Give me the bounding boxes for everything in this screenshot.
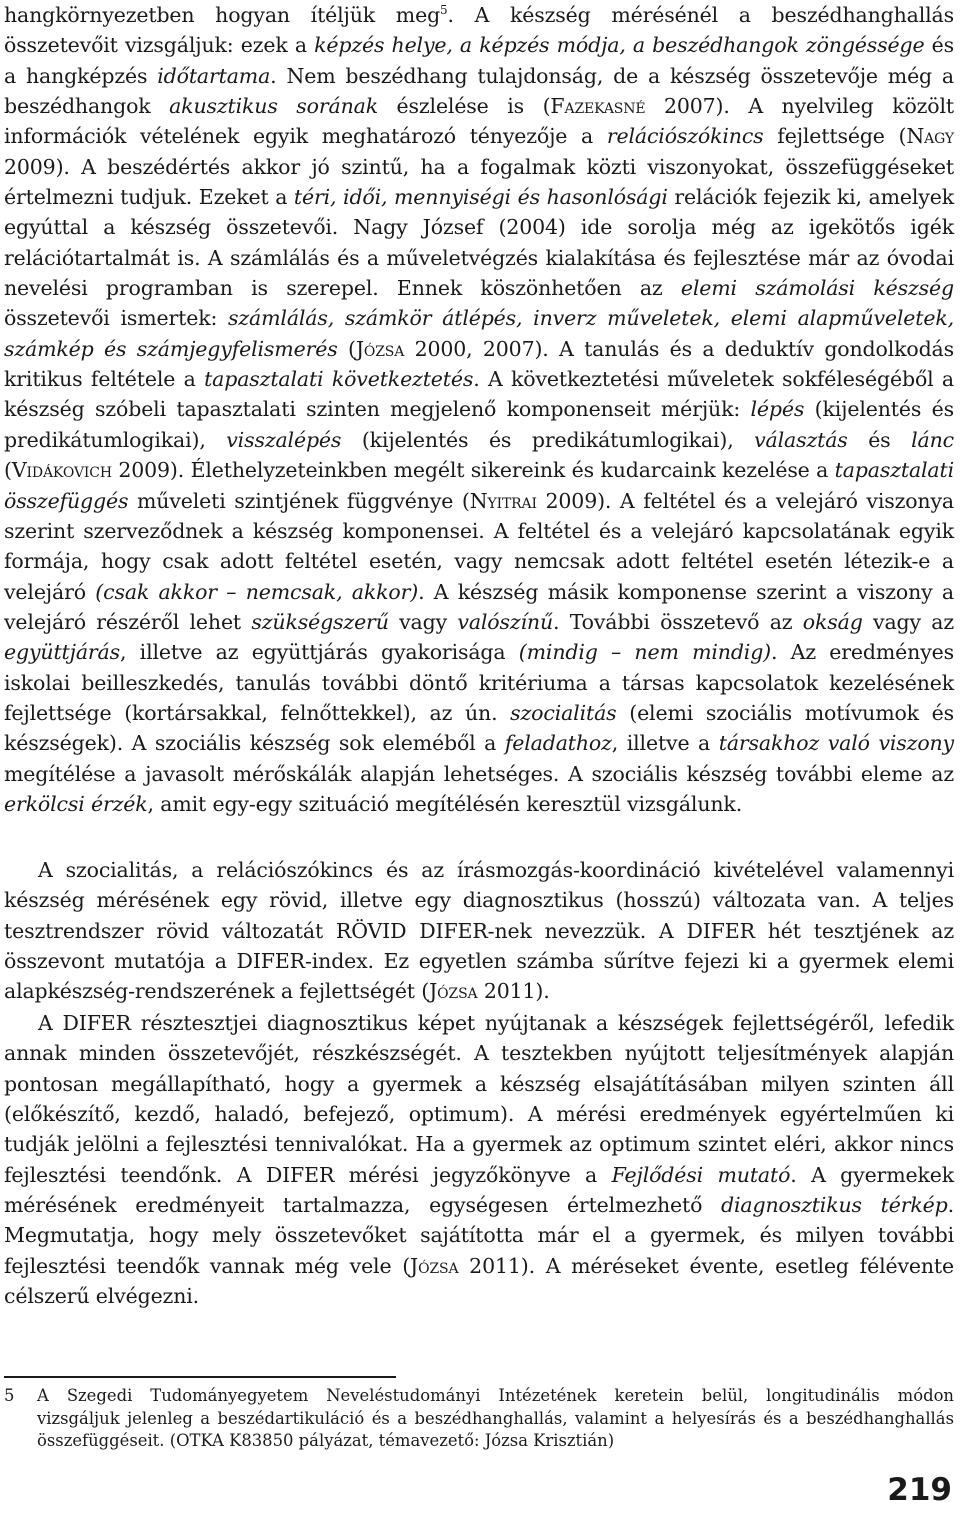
body-paragraph bbox=[4, 855, 954, 1007]
text-run: 2009). Élethelyzeteinkben megélt sikereink és kudarcaink kezelése a bbox=[111, 458, 835, 483]
italic-text: akusztikus sorának bbox=[169, 94, 378, 119]
italic-text: Fejlődési mutató bbox=[611, 1162, 791, 1187]
italic-text: erkölcsi érzék bbox=[4, 791, 148, 816]
author-name: Vidákovich bbox=[11, 458, 112, 483]
text-run: (kijelentés és predikátumlogikai), bbox=[341, 427, 755, 452]
text-run: összetevői ismertek: bbox=[4, 306, 229, 331]
text-run: 2009). A feltétel és a velejáró viszonya szerint szerveződnek a készség komponensei. A feltétel és a velejáró kapcsolatának egyik formája, hogy csak adott feltétel esetén, vagy nemcsak adott feltétel esetén létezik-e a velejáró bbox=[4, 488, 954, 604]
italic-text: téri, idői, mennyiségi és hasonlósági bbox=[293, 185, 668, 210]
text-run: ( bbox=[4, 458, 12, 483]
text-run: észlelése is ( bbox=[377, 94, 551, 119]
text-run: vagy az bbox=[862, 609, 955, 634]
text-run: és a hangképzés bbox=[4, 33, 954, 88]
italic-text: lépés bbox=[750, 397, 805, 422]
italic-text: elemi számolási készség bbox=[680, 276, 954, 301]
body-paragraph bbox=[4, 0, 954, 819]
author-name: Nagy bbox=[906, 124, 954, 149]
text-run: megítélése a javasolt mérőskálák alapján lehetséges. A szociális készség további eleme az bbox=[4, 761, 954, 786]
italic-text: tapasztalati összefüggés bbox=[4, 458, 954, 513]
text-run: A szocialitás, a relációszókincs és az írásmozgás-koordináció kivételével valamennyi készség mérésének egy rövid, illetve egy diagnosztikus (hosszú) változata van. A teljes tesztrendszer rövid változatát RÖVID DIFER-nek nevezzük. A DIFER hét tesztjének az összevont mutatója a DIFER-index. Ez egyetlen számba sűrítve fejezi ki a gyermek elemi alapkészség-rendszerének a fejlettségét ( bbox=[4, 858, 954, 1004]
text-run: . Nem beszédhang tulajdonság, de a készség összetevője még a beszédhangok bbox=[4, 63, 955, 119]
italic-text: társakhoz való viszony bbox=[718, 731, 954, 756]
text-run: . Az eredményes iskolai beilleszkedés, tanulás további döntő kritériuma a társas kapcsolatok kezelésének fejlettsége (kortársakkal, felnőttekkel), az ún. bbox=[4, 640, 954, 725]
text-run: ( bbox=[337, 336, 356, 361]
text-run: . További összetevő az bbox=[553, 609, 803, 634]
italic-text: feladathoz bbox=[504, 731, 612, 756]
text-run: (elemi szociális motívumok és készségek). A szociális készség sok eleméből a bbox=[4, 700, 954, 756]
italic-text: (csak akkor – nemcsak, akkor) bbox=[95, 579, 419, 604]
text-run: . A gyermekek mérésének eredményeit tartalmazza, egységesen értelmezhető bbox=[4, 1162, 955, 1218]
text-run: 2007). A nyelvileg közölt információk vételének egyik meghatározó tényezője a bbox=[4, 94, 954, 149]
footnote-text bbox=[37, 1385, 954, 1453]
italic-text: (mindig – nem mindig) bbox=[518, 640, 772, 665]
text-run: relációk fejezik ki, amelyek egyúttal a készség összetevői. Nagy József (2004) ide sorolja még az igekötős igék relációtartalmát is. A számlálás és a műveletvégzés kialakítása és fejlesztése már az óvodai nevelési programban is szerepel. Ennek köszönhetően az bbox=[4, 185, 954, 301]
text-run: vagy bbox=[388, 609, 458, 634]
italic-text: választás bbox=[754, 427, 848, 452]
text-run: , amit egy-egy szituáció megítélésén keresztül vizsgálunk. bbox=[147, 791, 743, 816]
italic-text: szocialitás bbox=[510, 700, 617, 725]
footnote-line: vizsgáljuk jelenleg a beszédartikuláció és a beszédhanghallás, valamint a helyesírás és a beszédhanghallás összefüggéseit. (OTKA K83850 pályázat, témavezető: Józsa Krisztián) bbox=[37, 1408, 954, 1451]
text-run: . Megmutatja, hogy mely összetevőket sajátította már el a gyermek, és milyen további fejlesztési teendők vannak még vele ( bbox=[4, 1193, 954, 1278]
text-run: . A készség mérésénél a beszédhanghallás összetevőit vizsgáljuk: ezek a bbox=[4, 3, 954, 58]
italic-text: relációszókincs bbox=[606, 124, 764, 149]
italic-text: időtartama bbox=[157, 63, 271, 88]
italic-text: együttjárás bbox=[4, 640, 120, 665]
body-paragraph bbox=[4, 1008, 954, 1311]
text-run: . A készség másik komponense szerint a viszony a velejáró részéről lehet bbox=[4, 579, 955, 634]
text-run: , illetve az együttjárás gyakorisága bbox=[120, 640, 519, 665]
author-name: Józsa bbox=[355, 336, 405, 361]
footnote-line: A Szegedi Tudományegyetem Neveléstudományi Intézetének keretein belül, longitudinális módon bbox=[37, 1386, 954, 1405]
italic-text: szükségszerű bbox=[251, 609, 389, 634]
text-run: műveleti szintjének függvénye ( bbox=[128, 488, 470, 513]
text-run: és bbox=[847, 427, 912, 452]
footnote-number: 5 bbox=[4, 1386, 15, 1405]
text-run: fejlettsége ( bbox=[763, 124, 907, 149]
italic-text: visszalépés bbox=[226, 427, 342, 452]
page-number: 219 bbox=[887, 1472, 952, 1508]
author-name: Nyitrai bbox=[469, 488, 537, 513]
footnote-separator bbox=[4, 1376, 396, 1378]
text-run: 2011). A méréseket évente, esetleg félévente célszerű elvégezni. bbox=[4, 1253, 954, 1309]
text-run: 2011). bbox=[477, 979, 550, 1004]
text-run: (kijelentés és predikátumlogikai), bbox=[4, 397, 954, 452]
italic-text: valószínű bbox=[457, 609, 554, 634]
italic-text: lánc bbox=[911, 427, 954, 452]
italic-text: számlálás, számkör átlépés, inverz műveletek, elemi alapműveletek, számkép és számjegyfelismerés bbox=[4, 306, 954, 361]
text-run: hangkörnyezetben hogyan ítéljük meg bbox=[4, 3, 441, 27]
author-name: Józsa bbox=[410, 1253, 459, 1278]
footnote-marker: 5 bbox=[440, 3, 448, 18]
author-name: Fazekasné bbox=[550, 94, 646, 119]
text-run: . A következtetési műveletek sokféleségéből a készség szóbeli tapasztalati szinten megjelenő komponenseit mérjük: bbox=[4, 367, 955, 422]
italic-text: képzés helye, a képzés módja, a beszédhangok zöngéssége bbox=[314, 33, 925, 58]
author-name: Józsa bbox=[429, 979, 478, 1004]
italic-text: tapasztalati következtetés bbox=[204, 367, 474, 392]
italic-text: diagnosztikus térkép bbox=[721, 1193, 948, 1218]
italic-text: okság bbox=[802, 609, 863, 634]
text-run: , illetve a bbox=[611, 731, 719, 756]
text-run: A DIFER résztesztjei diagnosztikus képet nyújtanak a készségek fejlettségéről, lefedik annak minden összetevőjét, részkészségét. A tesztekben nyújtott teljesítmények alapján pontosan megállapítható, hogy a gyermek a készség elsajátításában milyen szinten áll (előkészítő, kezdő, haladó, befejező, optimum). A mérési eredmények egyértelműen ki tudják jelölni a fejlesztési tennivalókat. Ha a gyermek az optimum szintet eléri, akkor nincs fejlesztési teendőnk. A DIFER mérési jegyzőkönyve a bbox=[4, 1011, 954, 1187]
text-run: 2000, 2007). A tanulás és a deduktív gondolkodás kritikus feltétele a bbox=[4, 336, 954, 392]
text-run: 2009). A beszédértés akkor jó szintű, ha a fogalmak közti viszonyokat, összefüggéseket értelmezni tudjuk. Ezeket a bbox=[4, 154, 954, 210]
